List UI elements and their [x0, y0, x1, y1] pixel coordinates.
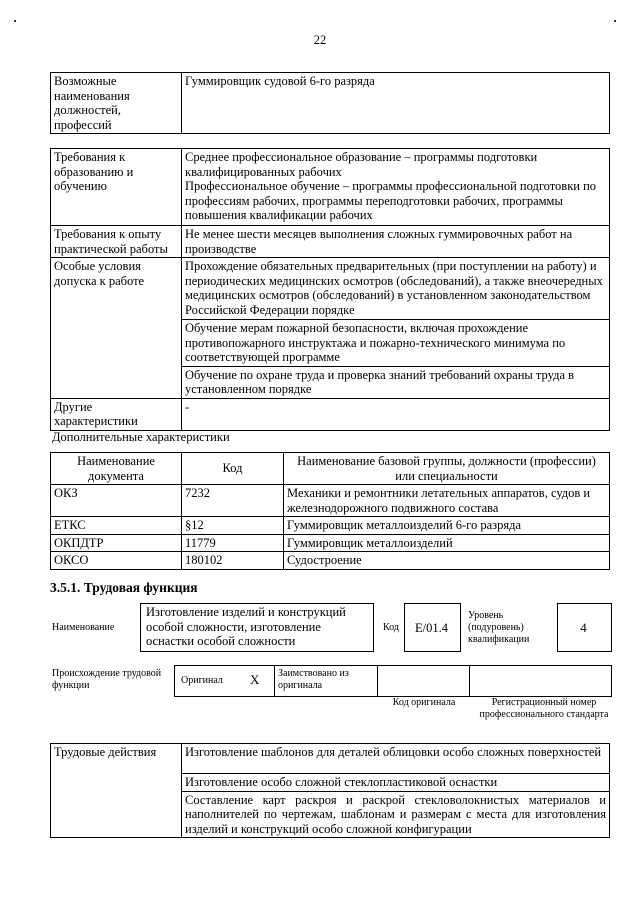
- row-document: ЕТКС: [51, 517, 182, 535]
- row-code: 180102: [182, 552, 284, 570]
- header-code: Код: [182, 453, 284, 485]
- education-label: Требования к образованию и обучению: [51, 149, 182, 226]
- scan-mark: [614, 20, 616, 22]
- education-value-2: Профессиональное обучение – программы профессиональной подготовки по профессиям рабочих, программы переподготовки рабочих, программы повышения квалификации рабочих: [185, 179, 597, 222]
- function-name-label: Наименование: [52, 622, 115, 633]
- origin-original-mark: X: [250, 672, 260, 687]
- table-row: [51, 534, 610, 552]
- special-conditions-value-2: Обучение мерам пожарной безопасности, включая прохождение противопожарного инструктажа и пожарно-технического минимума по соответствующей программе: [182, 320, 610, 367]
- page-number: 22: [313, 33, 327, 47]
- row-code: 7232: [182, 485, 284, 517]
- labor-action-item: Изготовление особо сложной стеклопластиковой оснастки: [182, 774, 610, 792]
- labor-action-item: Составление карт раскроя и раскрой стекловолокнистых материалов и наполнителей по чертежам, шаблонам и размерам с места для изготовления изделий и конструкций особо сложной конфигурации: [182, 791, 610, 838]
- scan-mark: [14, 20, 16, 22]
- labor-action-item: Изготовление шаблонов для деталей облицовки особо сложных поверхностей: [182, 744, 610, 774]
- row-document: ОКПДТР: [51, 534, 182, 552]
- origin-borrowed: Заимствовано из оригинала: [278, 668, 349, 691]
- labor-actions-table: [50, 743, 610, 838]
- experience-value: Не менее шести месяцев выполнения сложных гуммировочных работ на производстве: [182, 226, 610, 258]
- row-name: Механики и ремонтники летательных аппаратов, судов и железнодорожного подвижного состава: [284, 485, 610, 517]
- origin-divider: [377, 665, 378, 696]
- row-document: ОКЗ: [51, 485, 182, 517]
- row-code: §12: [182, 517, 284, 535]
- header-document: Наименование документа: [51, 453, 182, 485]
- row-name: Гуммировщик металлоизделий: [284, 534, 610, 552]
- function-code-value: E/01.4: [415, 621, 448, 635]
- table-row: [51, 485, 610, 517]
- special-conditions-value-1: Прохождение обязательных предварительных (при поступлении на работу) и периодических медицинских осмотров (обследований), а также внеочередных медицинских осмотров (обследований) в установленном законодательством Российской Федерации порядке: [182, 258, 610, 320]
- row-name: Гуммировщик металлоизделий 6-го разряда: [284, 517, 610, 535]
- row-code: 11779: [182, 534, 284, 552]
- other-characteristics-label: Другие характеристики: [51, 398, 182, 430]
- row-document: ОКСО: [51, 552, 182, 570]
- code-original-caption: Код оригинала: [392, 697, 456, 708]
- additional-table: [50, 452, 610, 570]
- origin-label: Происхождение трудовой функции: [52, 668, 162, 691]
- qualification-level-label: Уровень (подуровень) квалификации: [468, 610, 530, 645]
- row-name: Судостроение: [284, 552, 610, 570]
- special-conditions-label: Особые условия допуска к работе: [51, 258, 182, 399]
- positions-label: Возможные наименования должностей, профессий: [51, 73, 182, 134]
- origin-divider: [469, 665, 470, 696]
- function-code-label: Код: [383, 622, 399, 633]
- table-row: [51, 517, 610, 535]
- origin-box: [174, 665, 612, 697]
- positions-value: Гуммировщик судовой 6-го разряда: [182, 73, 610, 134]
- education-value-1: Среднее профессиональное образование – программы подготовки квалифицированных рабочих: [185, 150, 538, 179]
- header-name: Наименование базовой группы, должности (профессии) или специальности: [284, 453, 610, 485]
- experience-label: Требования к опыту практической работы: [51, 226, 182, 258]
- function-name-value: Изготовление изделий и конструкций особой сложности, изготовление оснастки особой сложности: [146, 605, 346, 648]
- special-conditions-value-3: Обучение по охране труда и проверка знаний требований охраны труда в установленном порядке: [182, 366, 610, 398]
- qualification-level-value: 4: [580, 620, 587, 635]
- origin-divider: [274, 665, 275, 696]
- registration-number-caption: Регистрационный номер профессионального стандарта: [479, 697, 609, 720]
- table-row: [51, 552, 610, 570]
- additional-title: Дополнительные характеристики: [52, 430, 230, 444]
- section-title: 3.5.1. Трудовая функция: [50, 580, 198, 595]
- positions-table: [50, 72, 610, 134]
- education-value: [182, 149, 610, 226]
- other-characteristics-value: -: [182, 398, 610, 430]
- origin-original: Оригинал: [181, 675, 223, 686]
- requirements-table: [50, 148, 610, 431]
- labor-actions-label: Трудовые действия: [51, 744, 182, 838]
